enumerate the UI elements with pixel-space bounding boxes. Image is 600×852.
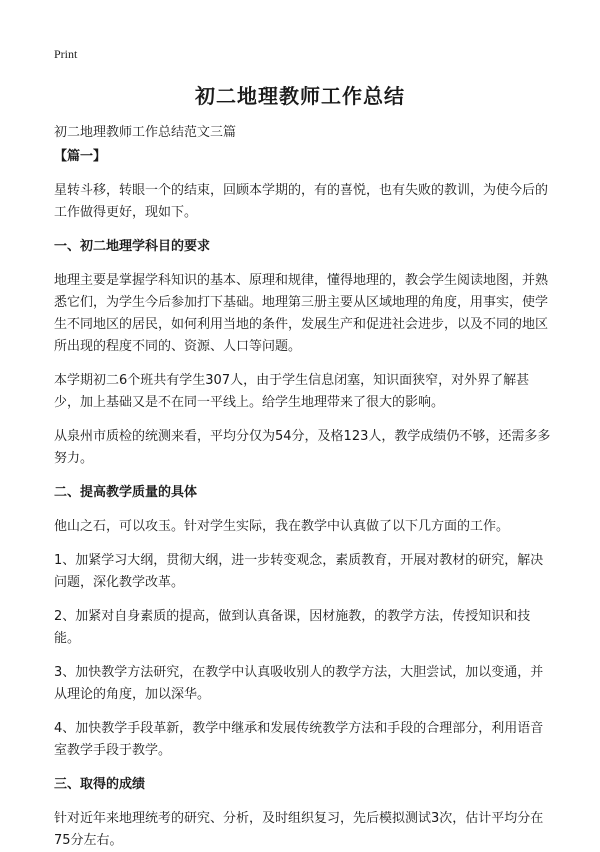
heading-2: 二、提高教学质量的具体 (54, 485, 198, 500)
paragraph: 本学期初二6个班共有学生307人，由于学生信息闭塞，知识面狭窄，对外界了解甚少，加上基础又是不在同一平线上。给学生地理带来了很大的影响。 (54, 373, 530, 410)
list-item: 3、加快教学方法研究，在教学中认真吸收别人的教学方法，大胆尝试，加以变通，并从理论的角度，加以深华。 (54, 665, 544, 702)
paragraph: 从泉州市质检的统测来看，平均分仅为54分，及格123人，教学成绩仍不够，还需多多努力。 (54, 429, 551, 466)
subtitle: 初二地理教师工作总结范文三篇 (54, 125, 237, 140)
document-body (54, 146, 554, 852)
paragraph: 他山之石，可以攻玉。针对学生实际，我在教学中认真做了以下几方面的工作。 (54, 519, 510, 534)
paragraph: 针对近年来地理统考的研究、分析，及时组织复习，先后模拟测试3次，估计平均分在75分左右。 (54, 811, 544, 848)
paragraph-intro: 星转斗移，转眼一个的结束，回顾本学期的，有的喜悦，也有失败的教训，为使今后的工作做得更好，现如下。 (54, 183, 549, 220)
section-tag: 【篇一】 (54, 149, 107, 164)
heading-1: 一、初二地理学科目的要求 (54, 239, 211, 254)
list-item: 1、加紧学习大纲，贯彻大纲，进一步转变观念，素质教育，开展对教材的研究，解决问题，深化教学改革。 (54, 553, 544, 590)
heading-3: 三、取得的成绩 (54, 777, 146, 792)
print-link[interactable]: Print (54, 47, 78, 61)
paragraph: 地理主要是掌握学科知识的基本、原理和规律，懂得地理的，教会学生阅读地图，并熟悉它们，为学生今后参加打下基础。地理第三册主要从区域地理的角度，用事实，使学生不同地区的居民，如何利用当地的条件，发展生产和促进社会进步，以及不同的地区所出现的程度不同的、资源、人口等问题。 (54, 273, 549, 354)
list-item: 2、加紧对自身素质的提高，做到认真备课，因材施教，的教学方法，传授知识和技能。 (54, 609, 531, 646)
page-title: 初二地理教师工作总结 (195, 84, 405, 108)
list-item: 4、加快教学手段革新，教学中继承和发展传统教学方法和手段的合理部分，利用语音室教学手段于教学。 (54, 721, 544, 758)
